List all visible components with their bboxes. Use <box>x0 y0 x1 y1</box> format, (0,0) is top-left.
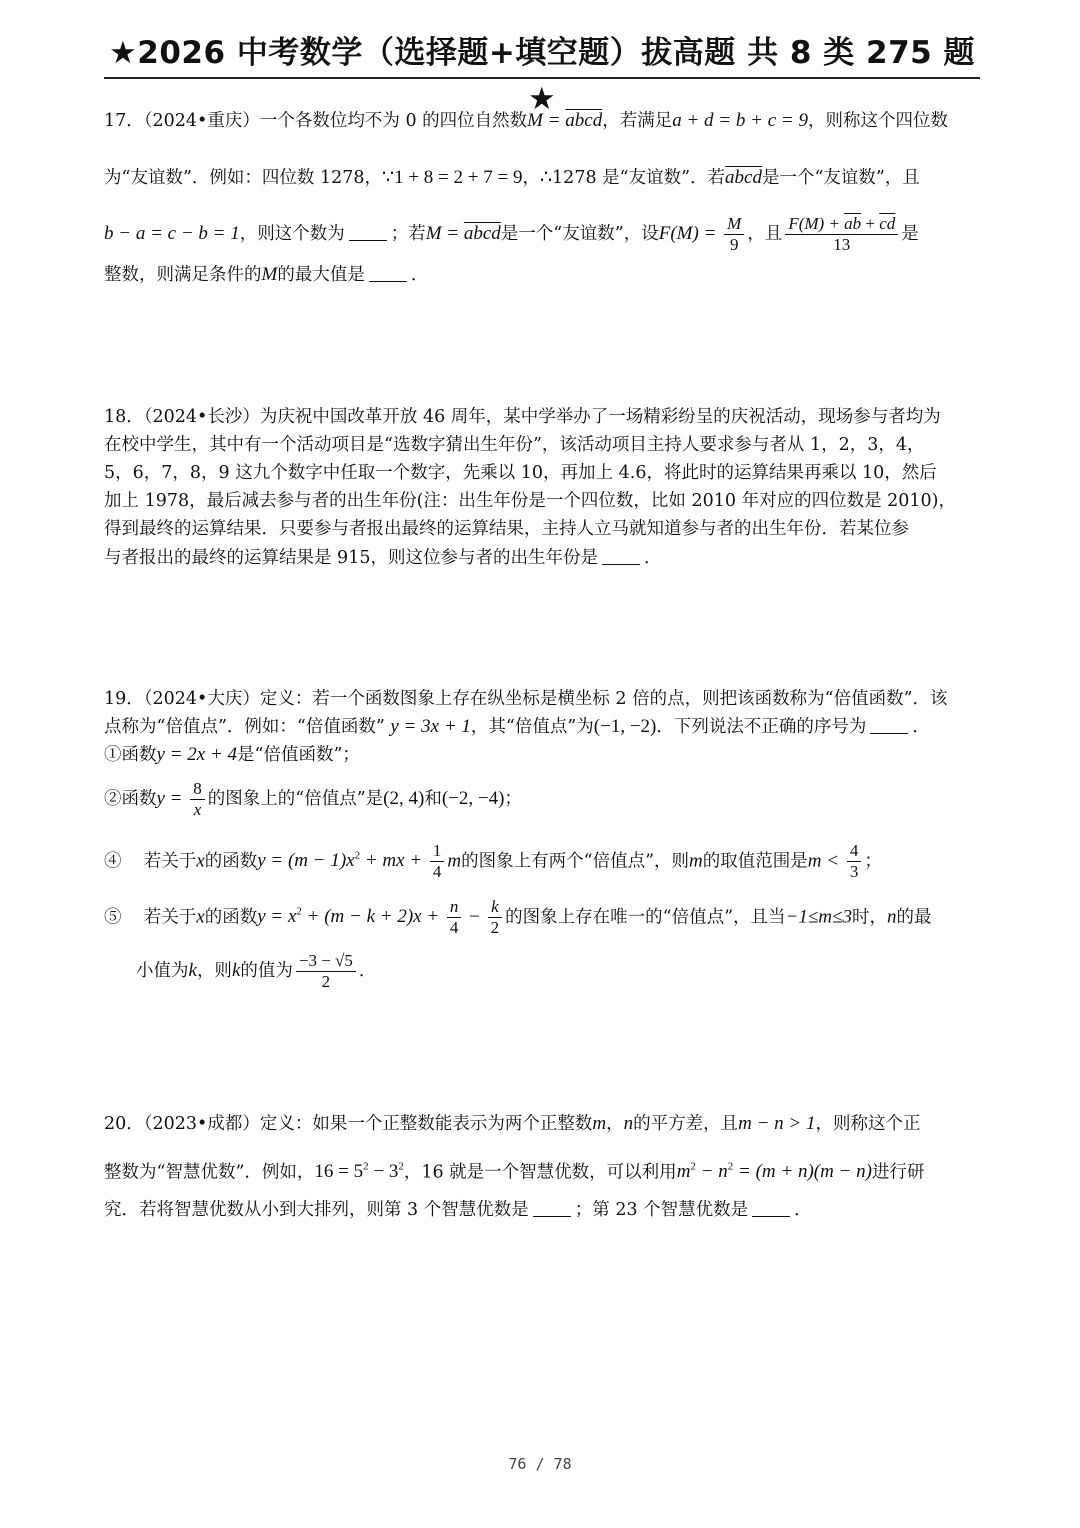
answer-blank[interactable] <box>349 222 387 241</box>
answer-blank[interactable] <box>533 1198 571 1217</box>
text: ，则 <box>196 961 232 981</box>
q20-line1 <box>104 1111 920 1137</box>
page-title: ★2026 中考数学（选择题+填空题）拔高题 共 8 类 275 题★ <box>108 35 976 117</box>
text: ； <box>504 789 522 809</box>
text: ，则这个数为 <box>239 224 345 244</box>
text: 和 <box>424 789 442 809</box>
text: ；若 <box>390 224 426 244</box>
text: 若关于 <box>143 851 197 872</box>
text: 时， <box>851 907 887 928</box>
text: ，16 就是一个智慧优数，可以利用 <box>403 1162 677 1183</box>
text: 是一个“友谊数”，设 <box>500 224 659 244</box>
fraction-4-3: $\frac{4}{3}$ <box>847 841 862 882</box>
text: 的图象上的“倍值点”是 <box>207 789 384 809</box>
var-x: x <box>196 906 205 928</box>
text: 20．（2023•成都）定义：如果一个正整数能表示为两个正整数 <box>104 1114 593 1134</box>
q17-line2 <box>104 165 920 191</box>
text: ． <box>912 717 930 737</box>
var-n: n <box>623 1113 634 1134</box>
q20-line2 <box>104 1154 924 1185</box>
text: ．下列说法不正确的序号为 <box>656 717 867 737</box>
text: 的取值范围是 <box>702 851 808 872</box>
fraction-8-x: $\frac{8}{x}$ <box>190 779 205 820</box>
text: ． <box>410 265 429 285</box>
fraction-fm-ab-cd-13: $\frac{F(M) + \overline{ab} + \overline{cd}}{13}$ <box>785 214 898 255</box>
q18-line6 <box>104 545 661 571</box>
q19-item2 <box>104 775 522 823</box>
q18-line3: 5，6，7，8，9 这九个数字中任取一个数字，先乘以 10，再加上 4.6，将此时的运算结果再乘以 10，然后 <box>104 463 937 483</box>
text: ①函数 <box>104 745 157 765</box>
formula-because: ∵1 + 8 = 2 + 7 = 9 <box>382 167 523 188</box>
text: 为“友谊数”．例如：四位数 1278， <box>104 168 382 188</box>
q18-line2: 在校中学生，其中有一个活动项目是“选数字猜出生年份”，该活动项目主持人要求参与者从 1，2，3，4， <box>104 435 925 455</box>
formula-abcd: abcd <box>725 167 762 188</box>
var-x: x <box>196 850 205 872</box>
point: (2, 4) <box>383 788 425 809</box>
fraction-k-2: $\frac{k}{2}$ <box>488 897 503 938</box>
text: 与者报出的最终的运算结果是 915，则这位参与者的出生年份是 <box>104 548 598 568</box>
text: 的最大值是 <box>277 265 365 285</box>
formula-y2x4: y = 2x + 4 <box>156 744 238 765</box>
q19-line2 <box>104 714 930 740</box>
text: ； <box>864 851 882 872</box>
text: 的函数 <box>204 907 258 928</box>
var-m: m <box>592 1113 607 1134</box>
text: 若关于 <box>143 907 197 928</box>
formula-difference-of-squares: $m^2 - n^2 = (m + n)(m - n)$ <box>676 1161 872 1183</box>
formula-fm: F(M) = <box>658 223 722 244</box>
therefore-symbol: ∴ <box>539 167 553 188</box>
formula-condition: a + d = b + c = 9 <box>672 110 808 131</box>
text: ． <box>794 1200 812 1220</box>
page-number: 76 / 78 <box>508 1455 572 1473</box>
q17-line3 <box>104 210 919 258</box>
answer-blank[interactable] <box>752 1198 790 1217</box>
q18-line4: 加上 1978，最后减去参与者的出生年份(注：出生年份是一个四位数，比如 2010 年对应的四位数是 2010)， <box>104 491 957 511</box>
text: ，若满足 <box>602 111 673 131</box>
point: (−1, −2) <box>593 716 657 737</box>
text: ， <box>522 168 540 188</box>
text: ，其“倍值点”为 <box>470 717 594 737</box>
answer-blank[interactable] <box>870 715 908 734</box>
text: ，且 <box>747 224 783 244</box>
formula-16: $16 = 5^2 - 3^2$ <box>314 1161 404 1183</box>
q20-line3 <box>104 1197 812 1223</box>
answer-blank[interactable] <box>369 263 407 282</box>
text: 1278 是“友谊数”．若 <box>552 168 726 188</box>
formula-y: y = <box>156 788 188 809</box>
q17-line4 <box>104 262 428 288</box>
text: 是一个“友谊数”，且 <box>761 168 920 188</box>
text: 的图象上存在唯一的“倍值点”，且当 <box>505 907 786 928</box>
text: 是“倍值函数”； <box>237 745 360 765</box>
text: 的函数 <box>204 851 258 872</box>
formula-m-lt: m < <box>807 850 844 872</box>
fraction-1-4: $\frac{1}{4}$ <box>430 841 445 882</box>
var-k: k <box>231 960 241 981</box>
formula-m-abcd: M = abcd <box>527 110 603 131</box>
text: ， <box>606 1114 624 1134</box>
text: 17．（2024•重庆）一个各数位均不为 0 的四位自然数 <box>104 111 528 131</box>
formula-range: −1≤m≤3 <box>785 906 852 928</box>
text: 的平方差，且 <box>633 1114 739 1134</box>
formula-mn-gt: m − n > 1 <box>738 1113 816 1134</box>
q17-line1 <box>104 108 948 134</box>
text: 进行研 <box>871 1162 925 1183</box>
item-number: ⑤ <box>104 907 122 928</box>
text: ；第 23 个智慧优数是 <box>574 1200 749 1220</box>
var-k: k <box>188 960 197 981</box>
fraction-answer: $\frac{-3 - √5}{2}$ <box>296 951 356 992</box>
var-m: m <box>689 850 703 872</box>
text: 究．若将智慧优数从小到大排列，则第 3 个智慧优数是 <box>104 1200 529 1220</box>
minus-sign: − <box>464 906 485 928</box>
text: 的最 <box>896 907 932 928</box>
text: ，则称这个正 <box>815 1114 921 1134</box>
text: 点称为“倍值点”．例如：“倍值函数” <box>104 717 385 737</box>
fraction-n-4: $\frac{n}{4}$ <box>447 897 462 938</box>
q19-item4 <box>104 832 882 885</box>
q19-item1 <box>104 742 360 768</box>
text: ②函数 <box>104 789 157 809</box>
q19-line1: 19．（2024•大庆）定义：若一个函数图象上存在纵坐标是横坐标 2 倍的点，则把该函数称为“倍值函数”．该 <box>104 689 948 709</box>
text: 小值为 <box>136 961 189 981</box>
text: ，则称这个四位数 <box>807 111 948 131</box>
text: 是 <box>901 224 919 244</box>
formula-bac: b − a = c − b = 1 <box>104 223 240 244</box>
point: (−2, −4) <box>441 788 505 809</box>
formula-f5: $y = x^2 + (m - k + 2)x$ + <box>257 906 444 928</box>
formula-f4: $y = (m - 1)x^2$ + mx + <box>257 850 427 872</box>
var-m: M <box>261 264 278 285</box>
var-m: m <box>447 850 462 872</box>
text: ． <box>643 548 662 568</box>
header-divider <box>104 77 980 79</box>
q19-item5 <box>104 888 931 941</box>
formula-m-abcd: M = abcd <box>425 223 501 244</box>
text: ． <box>358 961 377 981</box>
q19-item5-cont <box>136 945 376 997</box>
q18-line1: 18．（2024•长沙）为庆祝中国改革开放 46 周年，某中学举办了一场精彩纷呈的庆祝活动，现场参与者均为 <box>104 407 941 427</box>
q18-line5: 得到最终的运算结果．只要参与者报出最终的运算结果，主持人立马就知道参与者的出生年份．若某位参 <box>104 519 909 539</box>
text: 的值为 <box>240 961 293 981</box>
fraction-m-9: $\frac{M}{9}$ <box>724 214 744 255</box>
formula-y3x1: y = 3x + 1 <box>390 716 471 737</box>
text: 整数，则满足条件的 <box>104 265 262 285</box>
text: 的图象上有两个“倍值点”，则 <box>461 851 690 872</box>
item-number: ④ <box>104 851 122 872</box>
answer-blank[interactable] <box>602 546 640 565</box>
var-n: n <box>886 906 897 928</box>
text: 整数为“智慧优数”．例如， <box>104 1162 315 1183</box>
